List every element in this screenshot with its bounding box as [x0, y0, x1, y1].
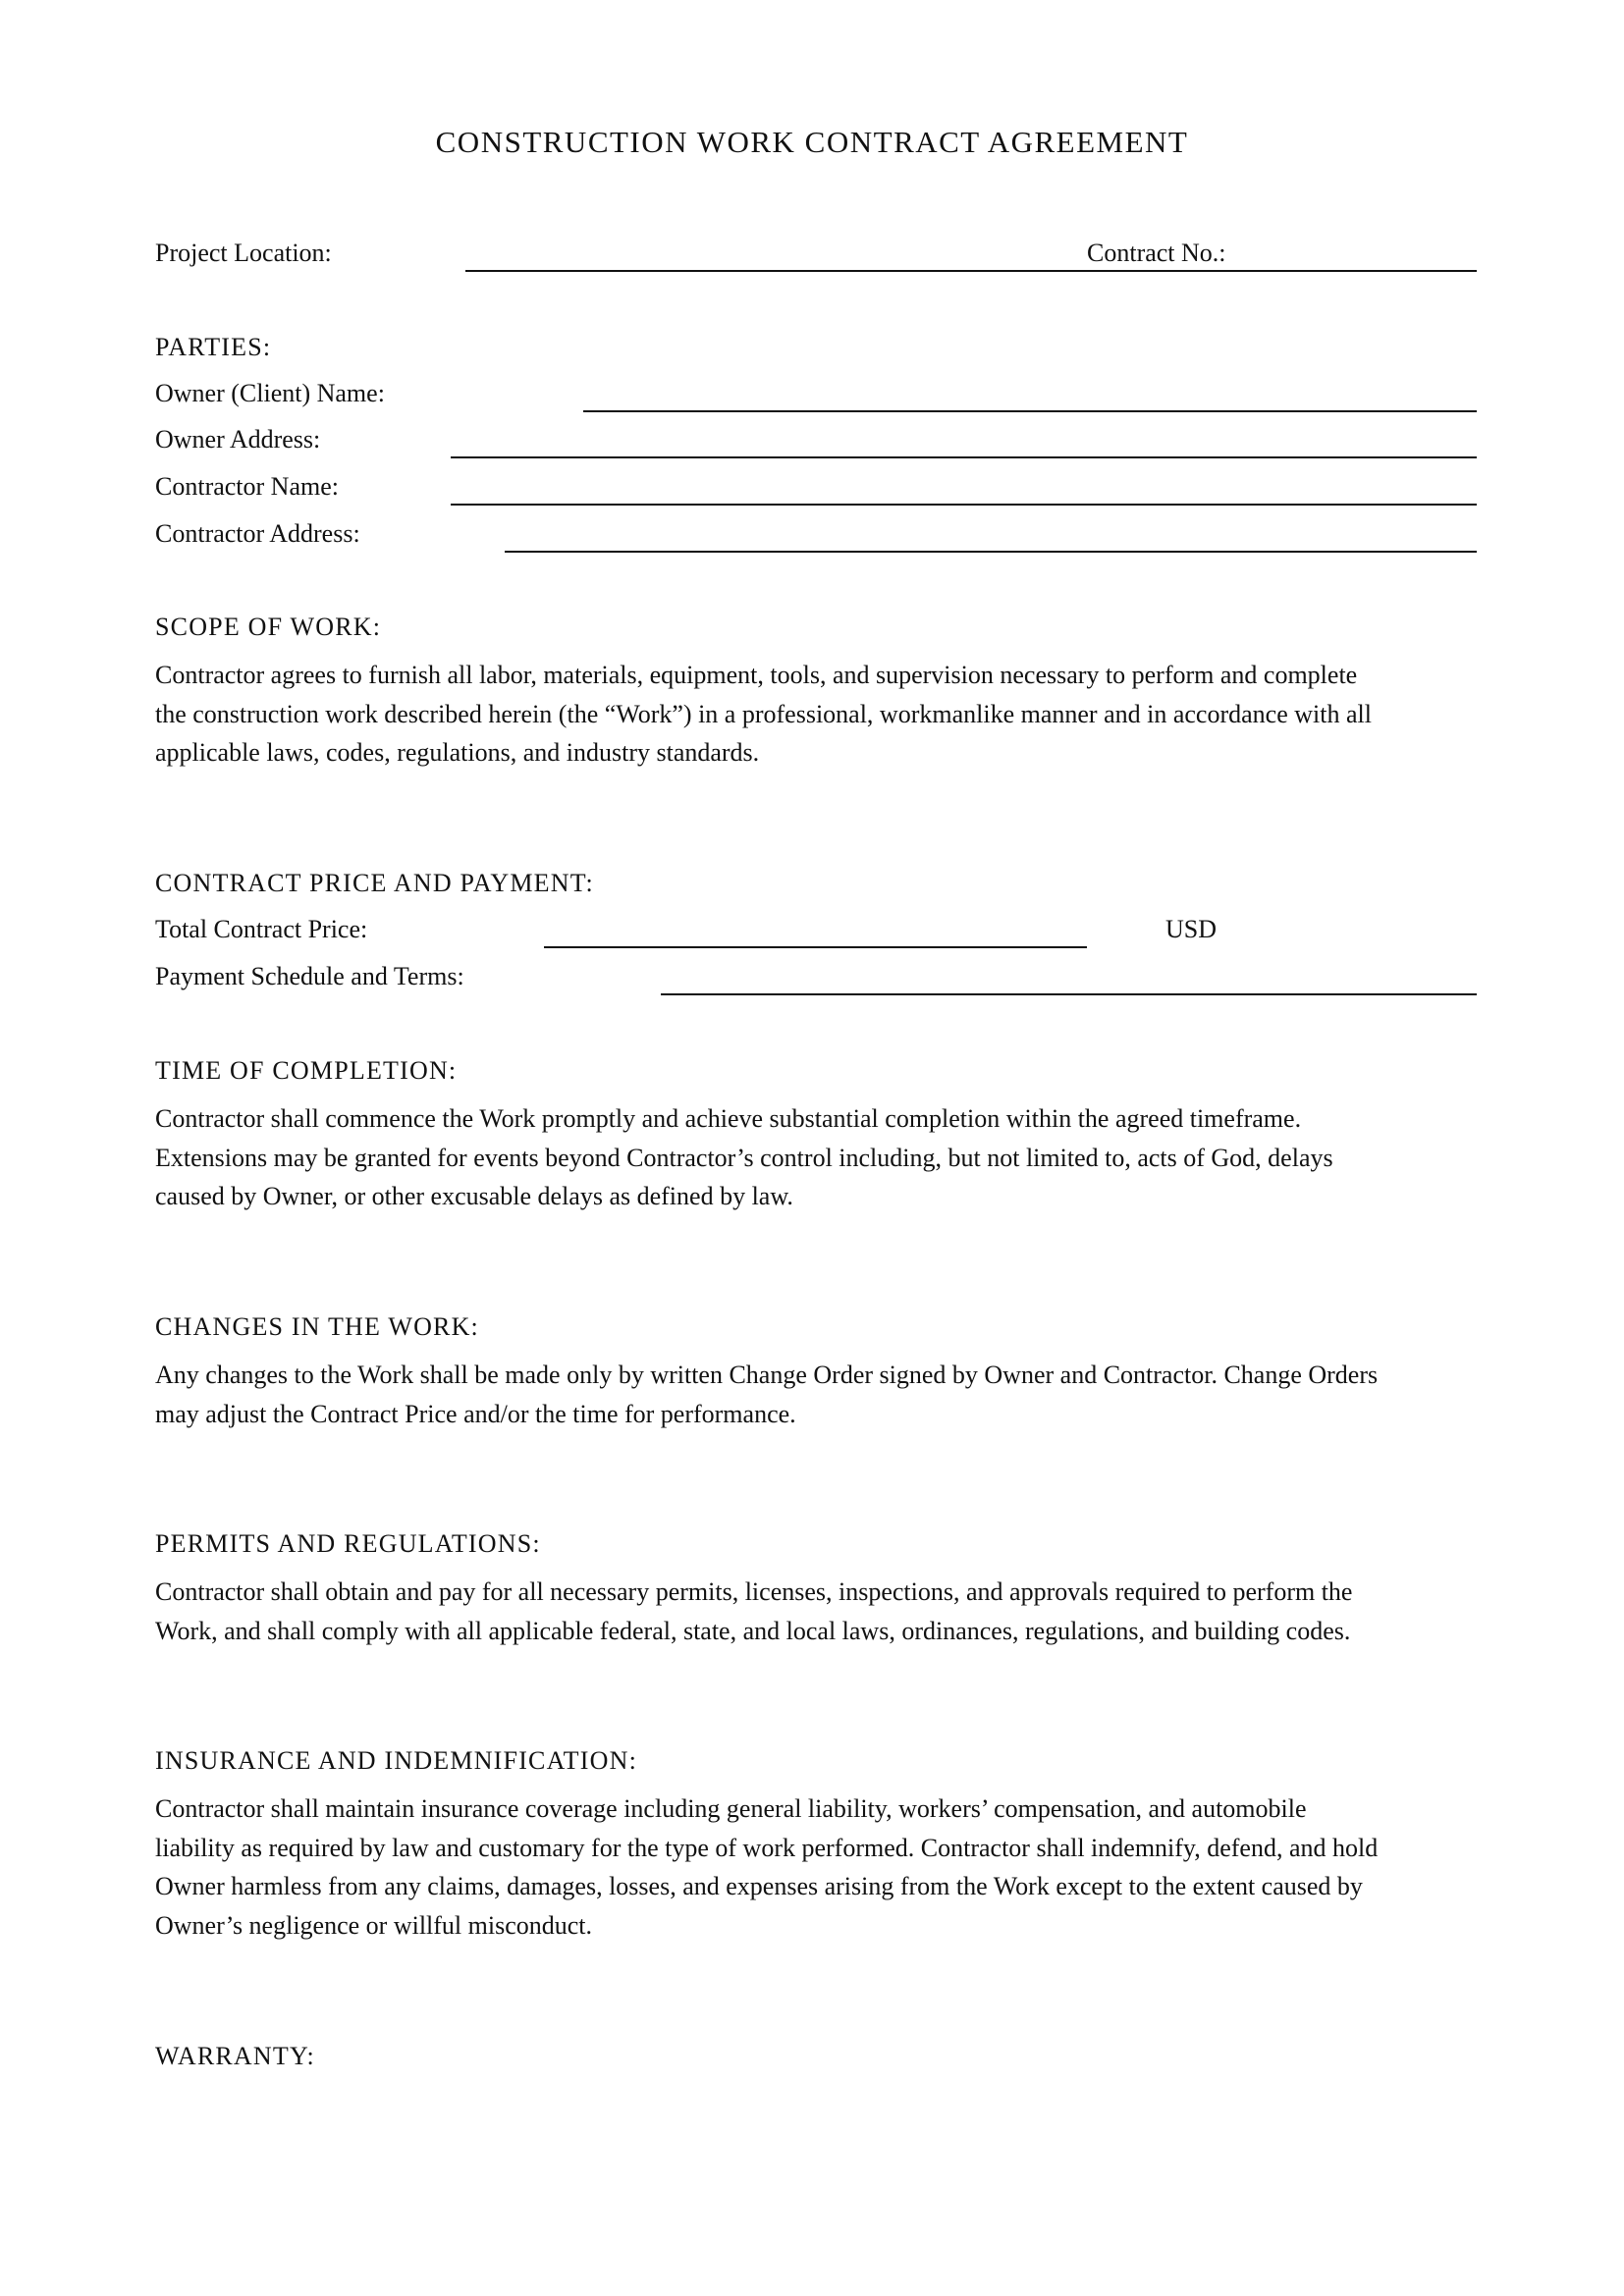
payment-schedule-label: Payment Schedule and Terms: [155, 962, 464, 990]
contractor-name-label: Contractor Name: [155, 472, 339, 501]
insurance-line: liability as required by law and customary for the type of work performed. Contractor shall indemnify, defend, and hold [155, 1833, 1379, 1862]
project-location-field[interactable] [465, 270, 1053, 272]
warranty-heading: WARRANTY: [155, 2042, 315, 2070]
insurance-heading: INSURANCE AND INDEMNIFICATION: [155, 1746, 637, 1775]
contractor-address-label: Contractor Address: [155, 519, 360, 548]
contractor-name-field[interactable] [451, 504, 1477, 506]
owner-address-field[interactable] [451, 456, 1477, 458]
permits-line: Contractor shall obtain and pay for all necessary permits, licenses, inspections, and approvals required to perform the [155, 1577, 1353, 1606]
contract-no-field[interactable] [1053, 270, 1477, 272]
document-title: CONSTRUCTION WORK CONTRACT AGREEMENT [435, 125, 1189, 159]
payment-schedule-field[interactable] [661, 993, 1477, 995]
insurance-line: Owner’s negligence or willful misconduct. [155, 1910, 593, 1940]
total-price-label: Total Contract Price: [155, 915, 368, 943]
scope-paragraph [155, 656, 1481, 773]
completion-heading: TIME OF COMPLETION: [155, 1056, 458, 1085]
changes-paragraph [155, 1356, 1481, 1433]
changes-line: Any changes to the Work shall be made only by written Change Order signed by Owner and Contractor. Change Orders [155, 1361, 1379, 1389]
parties-heading: PARTIES: [155, 333, 272, 361]
owner-name-field[interactable] [583, 410, 1477, 412]
scope-line: applicable laws, codes, regulations, and industry standards. [155, 738, 760, 767]
contractor-address-field[interactable] [505, 551, 1477, 553]
scope-line: the construction work described herein (the “Work”) in a professional, workmanlike manner and in accordance with all [155, 699, 1372, 728]
permits-paragraph [155, 1573, 1481, 1650]
completion-line: caused by Owner, or other excusable delays as defined by law. [155, 1182, 793, 1210]
permits-line: Work, and shall comply with all applicable federal, state, and local laws, ordinances, regulations, and building codes. [155, 1616, 1351, 1645]
price-heading: CONTRACT PRICE AND PAYMENT: [155, 869, 594, 897]
permits-heading: PERMITS AND REGULATIONS: [155, 1529, 541, 1558]
changes-line: may adjust the Contract Price and/or the time for performance. [155, 1399, 796, 1428]
scope-line: Contractor agrees to furnish all labor, materials, equipment, tools, and supervision necessary to perform and complete [155, 661, 1358, 689]
insurance-line: Contractor shall maintain insurance coverage including general liability, workers’ compensation, and automobile [155, 1794, 1307, 1823]
insurance-paragraph [155, 1789, 1481, 1945]
completion-line: Contractor shall commence the Work promptly and achieve substantial completion within the agreed timeframe. [155, 1104, 1302, 1133]
contract-no-label: Contract No.: [1087, 239, 1226, 267]
owner-address-label: Owner Address: [155, 425, 321, 454]
scope-heading: SCOPE OF WORK: [155, 613, 382, 641]
completion-paragraph [155, 1099, 1481, 1216]
owner-name-label: Owner (Client) Name: [155, 379, 385, 407]
changes-heading: CHANGES IN THE WORK: [155, 1312, 479, 1341]
project-location-label: Project Location: [155, 239, 332, 267]
total-price-field[interactable] [544, 946, 1087, 948]
insurance-line: Owner harmless from any claims, damages, losses, and expenses arising from the Work except to the extent caused by [155, 1872, 1363, 1900]
currency-label: USD [1165, 915, 1218, 943]
completion-line: Extensions may be granted for events beyond Contractor’s control including, but not limited to, acts of God, delays [155, 1143, 1333, 1172]
